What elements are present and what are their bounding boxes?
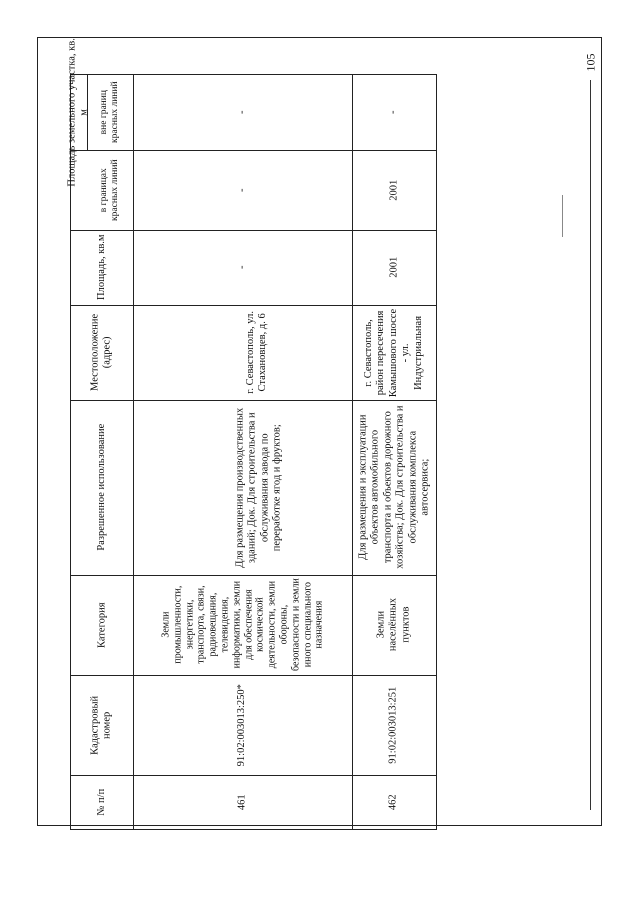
- header-location: Местоположение (адрес): [89, 313, 113, 392]
- row-461-category: Земли промышленности, энергетики, транспорта, связи, радиовещания, телевидения, информатики, земли для обеспечения космической деятельности, земли обороны, безопасности и земли иного специального назначения: [159, 578, 325, 672]
- header-area: Площадь, кв.м: [95, 234, 107, 301]
- row-462-use: Для размещения и эксплуатации объектов автомобильного транспорта и объектов дорожного хозяйства; Док. Для строительства и обслуживания комплекса автосервиса;: [356, 405, 430, 570]
- row-462-num: 462: [387, 794, 399, 810]
- header-category: Категория: [95, 602, 107, 648]
- row-461-cadastral: 91:02:003013:250*: [236, 683, 248, 767]
- scan-mark: [562, 195, 563, 237]
- footer-rule: [590, 80, 591, 810]
- header-cadastral: Кадастровый номер: [89, 695, 113, 755]
- header-num: № п/п: [95, 788, 107, 816]
- row-462-cadastral: 91:02:003013:251: [387, 686, 399, 764]
- row-462-inside: 2001: [387, 179, 399, 201]
- row-462-category: Земли населённых пунктов: [375, 598, 412, 652]
- row-462-outside: -: [387, 110, 399, 115]
- row-462-location: г. Севастополь, район пересечения Камышового шоссе - ул. Индустриальная: [363, 308, 424, 397]
- row-461-area: -: [236, 265, 248, 270]
- header-outside: вне границ красных линий: [98, 81, 120, 144]
- land-table: [66, 38, 437, 830]
- row-461-use: Для размещения производственных зданий; Док. Для строительства и обслуживания завода по переработке ягод и фруктов;: [233, 407, 282, 568]
- page-number: 105: [583, 53, 598, 71]
- header-use: Разрешенное использование: [95, 424, 107, 551]
- row-461-inside: -: [236, 188, 248, 192]
- row-462-area: 2001: [387, 257, 399, 278]
- row-461-num: 461: [236, 794, 248, 810]
- row-461-location: г. Севастополь, ул. Стахановцев, д. 6: [244, 311, 268, 394]
- header-land-area: Площадь земельного участка, кв. м: [66, 38, 90, 187]
- row-461-outside: -: [236, 110, 248, 115]
- header-inside: в границах красных линий: [98, 159, 120, 221]
